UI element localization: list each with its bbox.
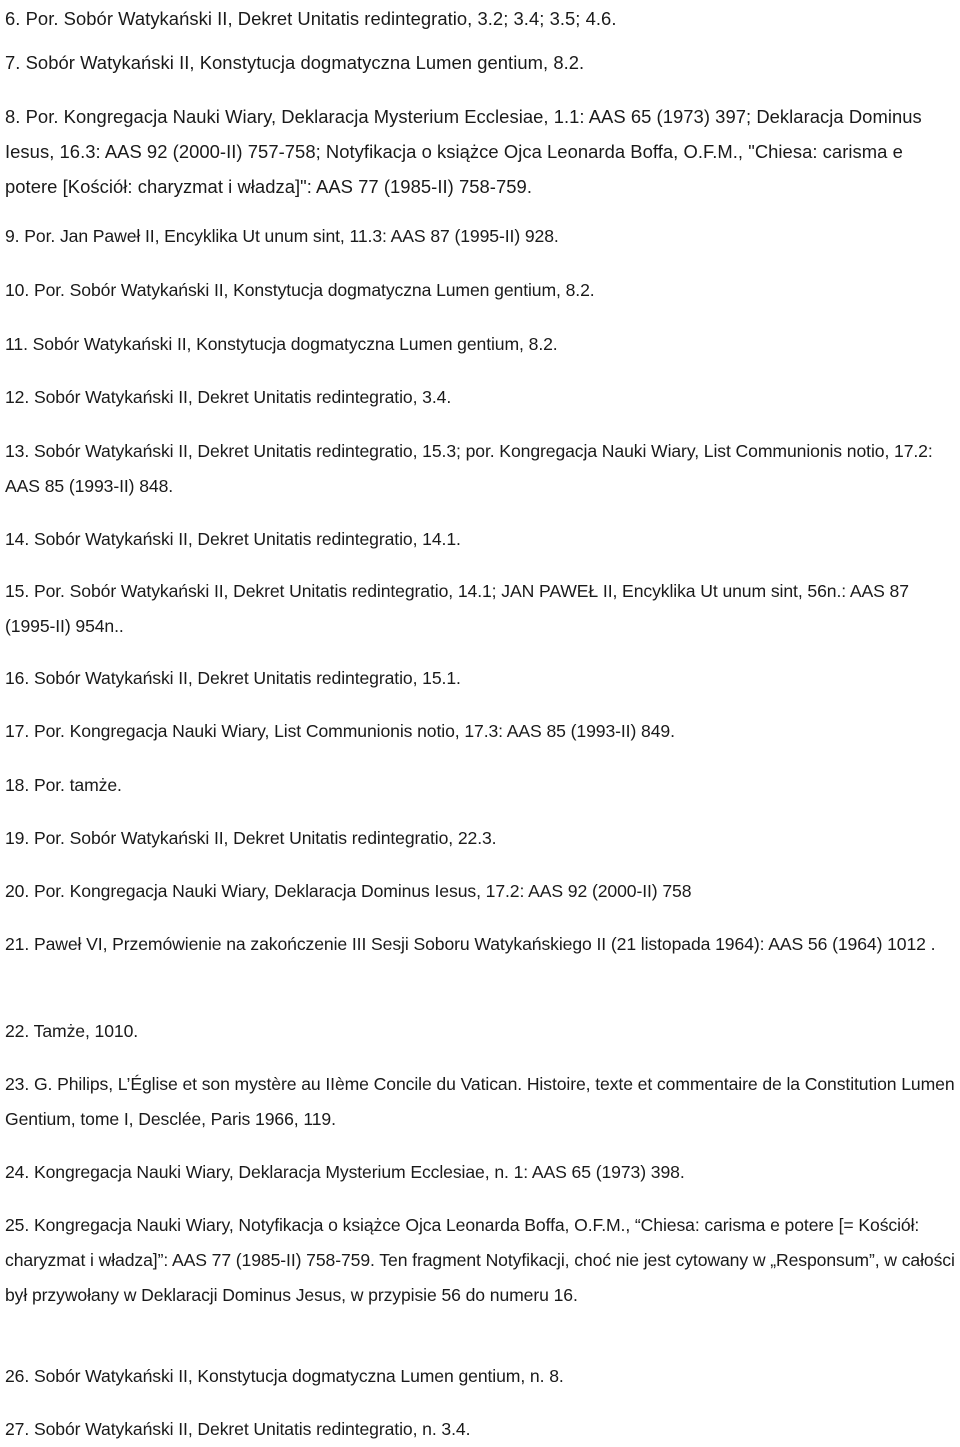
footnote-19: 19. Por. Sobór Watykański II, Dekret Unitatis redintegratio, 22.3. bbox=[5, 828, 497, 848]
footnote-7: 7. Sobór Watykański II, Konstytucja dogmatyczna Lumen gentium, 8.2. bbox=[5, 52, 585, 73]
footnote-11: 11. Sobór Watykański II, Konstytucja dogmatyczna Lumen gentium, 8.2. bbox=[5, 334, 558, 354]
footnote-9: 9. Por. Jan Paweł II, Encyklika Ut unum sint, 11.3: AAS 87 (1995-II) 928. bbox=[5, 226, 559, 246]
footnote-12: 12. Sobór Watykański II, Dekret Unitatis redintegratio, 3.4. bbox=[5, 387, 452, 407]
footnote-10: 10. Por. Sobór Watykański II, Konstytucja dogmatyczna Lumen gentium, 8.2. bbox=[5, 280, 595, 300]
footnote-16: 16. Sobór Watykański II, Dekret Unitatis redintegratio, 15.1. bbox=[5, 668, 461, 688]
footnote-20: 20. Por. Kongregacja Nauki Wiary, Deklaracja Dominus Iesus, 17.2: AAS 92 (2000-II) 758 bbox=[5, 881, 692, 901]
footnote-26: 26. Sobór Watykański II, Konstytucja dogmatyczna Lumen gentium, n. 8. bbox=[5, 1366, 564, 1386]
footnote-24: 24. Kongregacja Nauki Wiary, Deklaracja Mysterium Ecclesiae, n. 1: AAS 65 (1973) 398. bbox=[5, 1162, 685, 1182]
footnote-14: 14. Sobór Watykański II, Dekret Unitatis redintegratio, 14.1. bbox=[5, 529, 461, 549]
footnote-8: 8. Por. Kongregacja Nauki Wiary, Deklaracja Mysterium Ecclesiae, 1.1: AAS 65 (1973) 397; Deklaracja Dominus Iesus, 16.3: AAS 92 (2000-II) 757-758; Notyfikacja o książce Ojca Leonarda Boffa, O.F.M., "Chiesa: carisma e potere [Kościół: charyzmat i władza]": AAS 77 (1985-II) 758-759. bbox=[5, 106, 922, 197]
footnote-23: 23. G. Philips, L’Église et son mystère au IIème Concile du Vatican. Histoire, texte et commentaire de la Constitution Lumen Gentium, tome I, Desclée, Paris 1966, 119. bbox=[5, 1074, 955, 1129]
footnote-17: 17. Por. Kongregacja Nauki Wiary, List Communionis notio, 17.3: AAS 85 (1993-II) 849. bbox=[5, 721, 675, 741]
footnote-6: 6. Por. Sobór Watykański II, Dekret Unitatis redintegratio, 3.2; 3.4; 3.5; 4.6. bbox=[5, 8, 617, 29]
footnote-13: 13. Sobór Watykański II, Dekret Unitatis redintegratio, 15.3; por. Kongregacja Nauki Wiary, List Communionis notio, 17.2: AAS 85 (1993-II) 848. bbox=[5, 441, 933, 496]
footnote-21: 21. Paweł VI, Przemówienie na zakończenie III Sesji Soboru Watykańskiego II (21 listopada 1964): AAS 56 (1964) 1012 . bbox=[5, 934, 936, 954]
footnote-18: 18. Por. tamże. bbox=[5, 775, 122, 795]
footnote-27: 27. Sobór Watykański II, Dekret Unitatis redintegratio, n. 3.4. bbox=[5, 1419, 471, 1439]
footnote-15: 15. Por. Sobór Watykański II, Dekret Unitatis redintegratio, 14.1; JAN PAWEŁ II, Encyklika Ut unum sint, 56n.: AAS 87 (1995-II) 954n.. bbox=[5, 581, 909, 636]
footnote-22: 22. Tamże, 1010. bbox=[5, 1021, 139, 1041]
footnote-25: 25. Kongregacja Nauki Wiary, Notyfikacja o książce Ojca Leonarda Boffa, O.F.M., “Chiesa: carisma e potere [= Kościół: charyzmat i władza]”: AAS 77 (1985-II) 758-759. Ten fragment Notyfikacji, choć nie jest cytowany w „Responsum”, w całości był przywołany w Deklaracji Dominus Jesus, w przypisie 56 do numeru 16. bbox=[5, 1215, 955, 1305]
